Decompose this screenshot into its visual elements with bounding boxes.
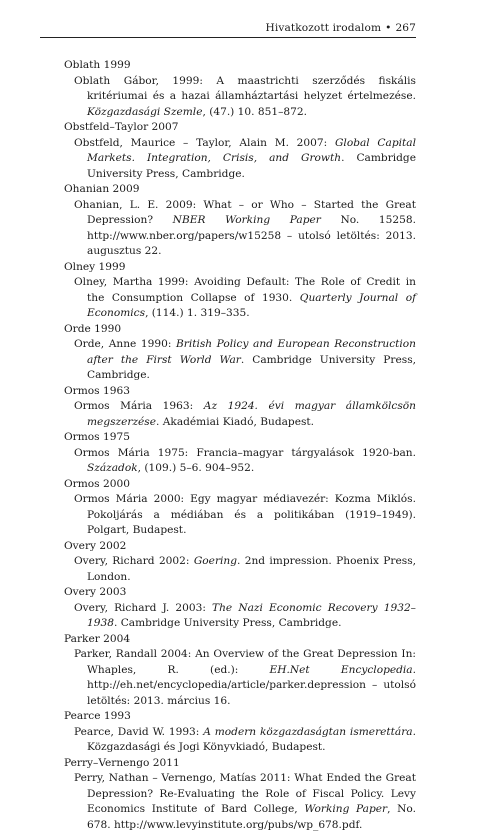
reference-italic-segment: A modern közgazdaságtan ismerettára [203, 726, 412, 738]
entry-key: Ormos 1975 [64, 430, 416, 446]
reference-segment: Olney, Martha 1999: Avoiding Default: The Role of Credit in the Consumption Collapse of 1930. [74, 276, 416, 304]
reference-italic-segment: Századok [87, 462, 138, 474]
entry-reference [74, 601, 416, 632]
reference-segment: , (47.) 10. 851–872. [202, 106, 307, 118]
entry-reference [74, 198, 416, 260]
reference-segment: Overy, Richard 2002: [74, 555, 194, 567]
entry-key: Olney 1999 [64, 260, 416, 276]
bibliography-entry [64, 58, 416, 120]
bibliography-entry [64, 120, 416, 182]
reference-segment: Overy, Richard J. 2003: [74, 602, 212, 614]
entry-reference [74, 275, 416, 322]
bibliography-entry [64, 585, 416, 632]
running-header [40, 22, 416, 38]
reference-segment: Ormos Mária 1963: [74, 400, 204, 412]
reference-segment: , No. 678. http://www.levyinstitute.org/pubs/wp_678.pdf. [87, 803, 416, 831]
entry-reference [74, 647, 416, 709]
reference-segment: Obstfeld, Maurice – Taylor, Alain M. 2007: [74, 137, 335, 149]
entry-reference [74, 337, 416, 384]
reference-segment: . 2nd impression. Phoenix Press, London. [87, 555, 416, 583]
entry-key: Overy 2002 [64, 539, 416, 555]
reference-segment: Parker, Randall 2004: An Overview of the Great Depression In: Whaples, R. (ed.): [74, 648, 416, 676]
bibliography-entry [64, 477, 416, 539]
reference-segment: , (114.) 1. 319–335. [145, 307, 250, 319]
reference-segment: Ormos Mária 1975: Francia–magyar tárgyalások 1920-ban. [74, 447, 416, 459]
entry-key: Overy 2003 [64, 585, 416, 601]
entry-reference [74, 136, 416, 183]
entry-reference [74, 725, 416, 756]
reference-italic-segment: EH.Net Encyclopedia [270, 664, 413, 676]
entry-key: Ormos 1963 [64, 384, 416, 400]
entry-key: Orde 1990 [64, 322, 416, 338]
reference-italic-segment: British Policy and European Reconstruction after the First World War [87, 338, 416, 366]
bibliography-list [64, 58, 416, 833]
reference-segment: Perry, Nathan – Vernengo, Matías 2011: What Ended the Great Depression? Re-Evaluating the Role of Fiscal Policy. Levy Economics Institute of Bard College, [74, 772, 416, 815]
reference-italic-segment: Goering [194, 555, 237, 567]
header-separator: • [385, 22, 391, 34]
reference-segment: . http://eh.net/encyclopedia/article/parker.depression – utolsó letöltés: 2013. március 16. [87, 664, 416, 707]
running-title: Hivatkozott irodalom [266, 22, 382, 34]
entry-key: Parker 2004 [64, 632, 416, 648]
reference-segment: , (109.) 5–6. 904–952. [138, 462, 255, 474]
bibliography-entry [64, 260, 416, 322]
entry-reference [74, 446, 416, 477]
reference-segment: . Cambridge University Press, Cambridge. [87, 354, 416, 382]
entry-key: Perry–Vernengo 2011 [64, 756, 416, 772]
entry-reference [74, 771, 416, 833]
page-number: 267 [395, 22, 416, 34]
entry-key: Oblath 1999 [64, 58, 416, 74]
entry-key: Ormos 2000 [64, 477, 416, 493]
entry-key: Obstfeld–Taylor 2007 [64, 120, 416, 136]
reference-segment: No. 15258. http://www.nber.org/papers/w15258 – utolsó letöltés: 2013. augusztus 22. [87, 214, 416, 257]
reference-segment: Oblath Gábor, 1999: A maastrichti szerződés fiskális kritériumai és a hazai államháztartási helyzet értelmezése. [74, 75, 416, 103]
reference-segment: Ohanian, L. E. 2009: What – or Who – Started the Great Depression? [74, 199, 416, 227]
entry-key: Pearce 1993 [64, 709, 416, 725]
reference-segment: . Cambridge University Press, Cambridge. [87, 152, 416, 180]
reference-segment: Pearce, David W. 1993: [74, 726, 203, 738]
bibliography-entry [64, 539, 416, 586]
reference-italic-segment: Quarterly Journal of Economics [87, 292, 416, 320]
bibliography-entry [64, 756, 416, 833]
entry-reference [74, 399, 416, 430]
bibliography-entry [64, 430, 416, 477]
reference-italic-segment: Közgazdasági Szemle [87, 106, 202, 118]
bibliography-entry [64, 322, 416, 384]
reference-segment: . Akadémiai Kiadó, Budapest. [156, 416, 314, 428]
bibliography-entry [64, 384, 416, 431]
reference-italic-segment: NBER Working Paper [173, 214, 321, 226]
reference-italic-segment: Working Paper [304, 803, 387, 815]
bibliography-entry [64, 182, 416, 260]
reference-italic-segment: The Nazi Economic Recovery 1932–1938 [87, 602, 416, 630]
bibliography-entry [64, 632, 416, 710]
entry-key: Ohanian 2009 [64, 182, 416, 198]
reference-segment: Ormos Mária 2000: Egy magyar médiavezér: Kozma Miklós. Pokoljárás a médiában és a politikában (1919–1949). Polgart, Budapest. [74, 493, 416, 536]
entry-reference [74, 492, 416, 539]
reference-segment: Orde, Anne 1990: [74, 338, 176, 350]
entry-reference [74, 74, 416, 121]
bibliography-entry [64, 709, 416, 756]
reference-segment: . Közgazdasági és Jogi Könyvkiadó, Budapest. [87, 726, 416, 754]
reference-italic-segment: Az 1924. évi magyar államkölcsön megszerzése [87, 400, 416, 428]
reference-segment: . Cambridge University Press, Cambridge. [114, 617, 342, 629]
entry-reference [74, 554, 416, 585]
reference-italic-segment: Global Capital Markets. Integration, Crisis, and Growth [87, 137, 416, 165]
